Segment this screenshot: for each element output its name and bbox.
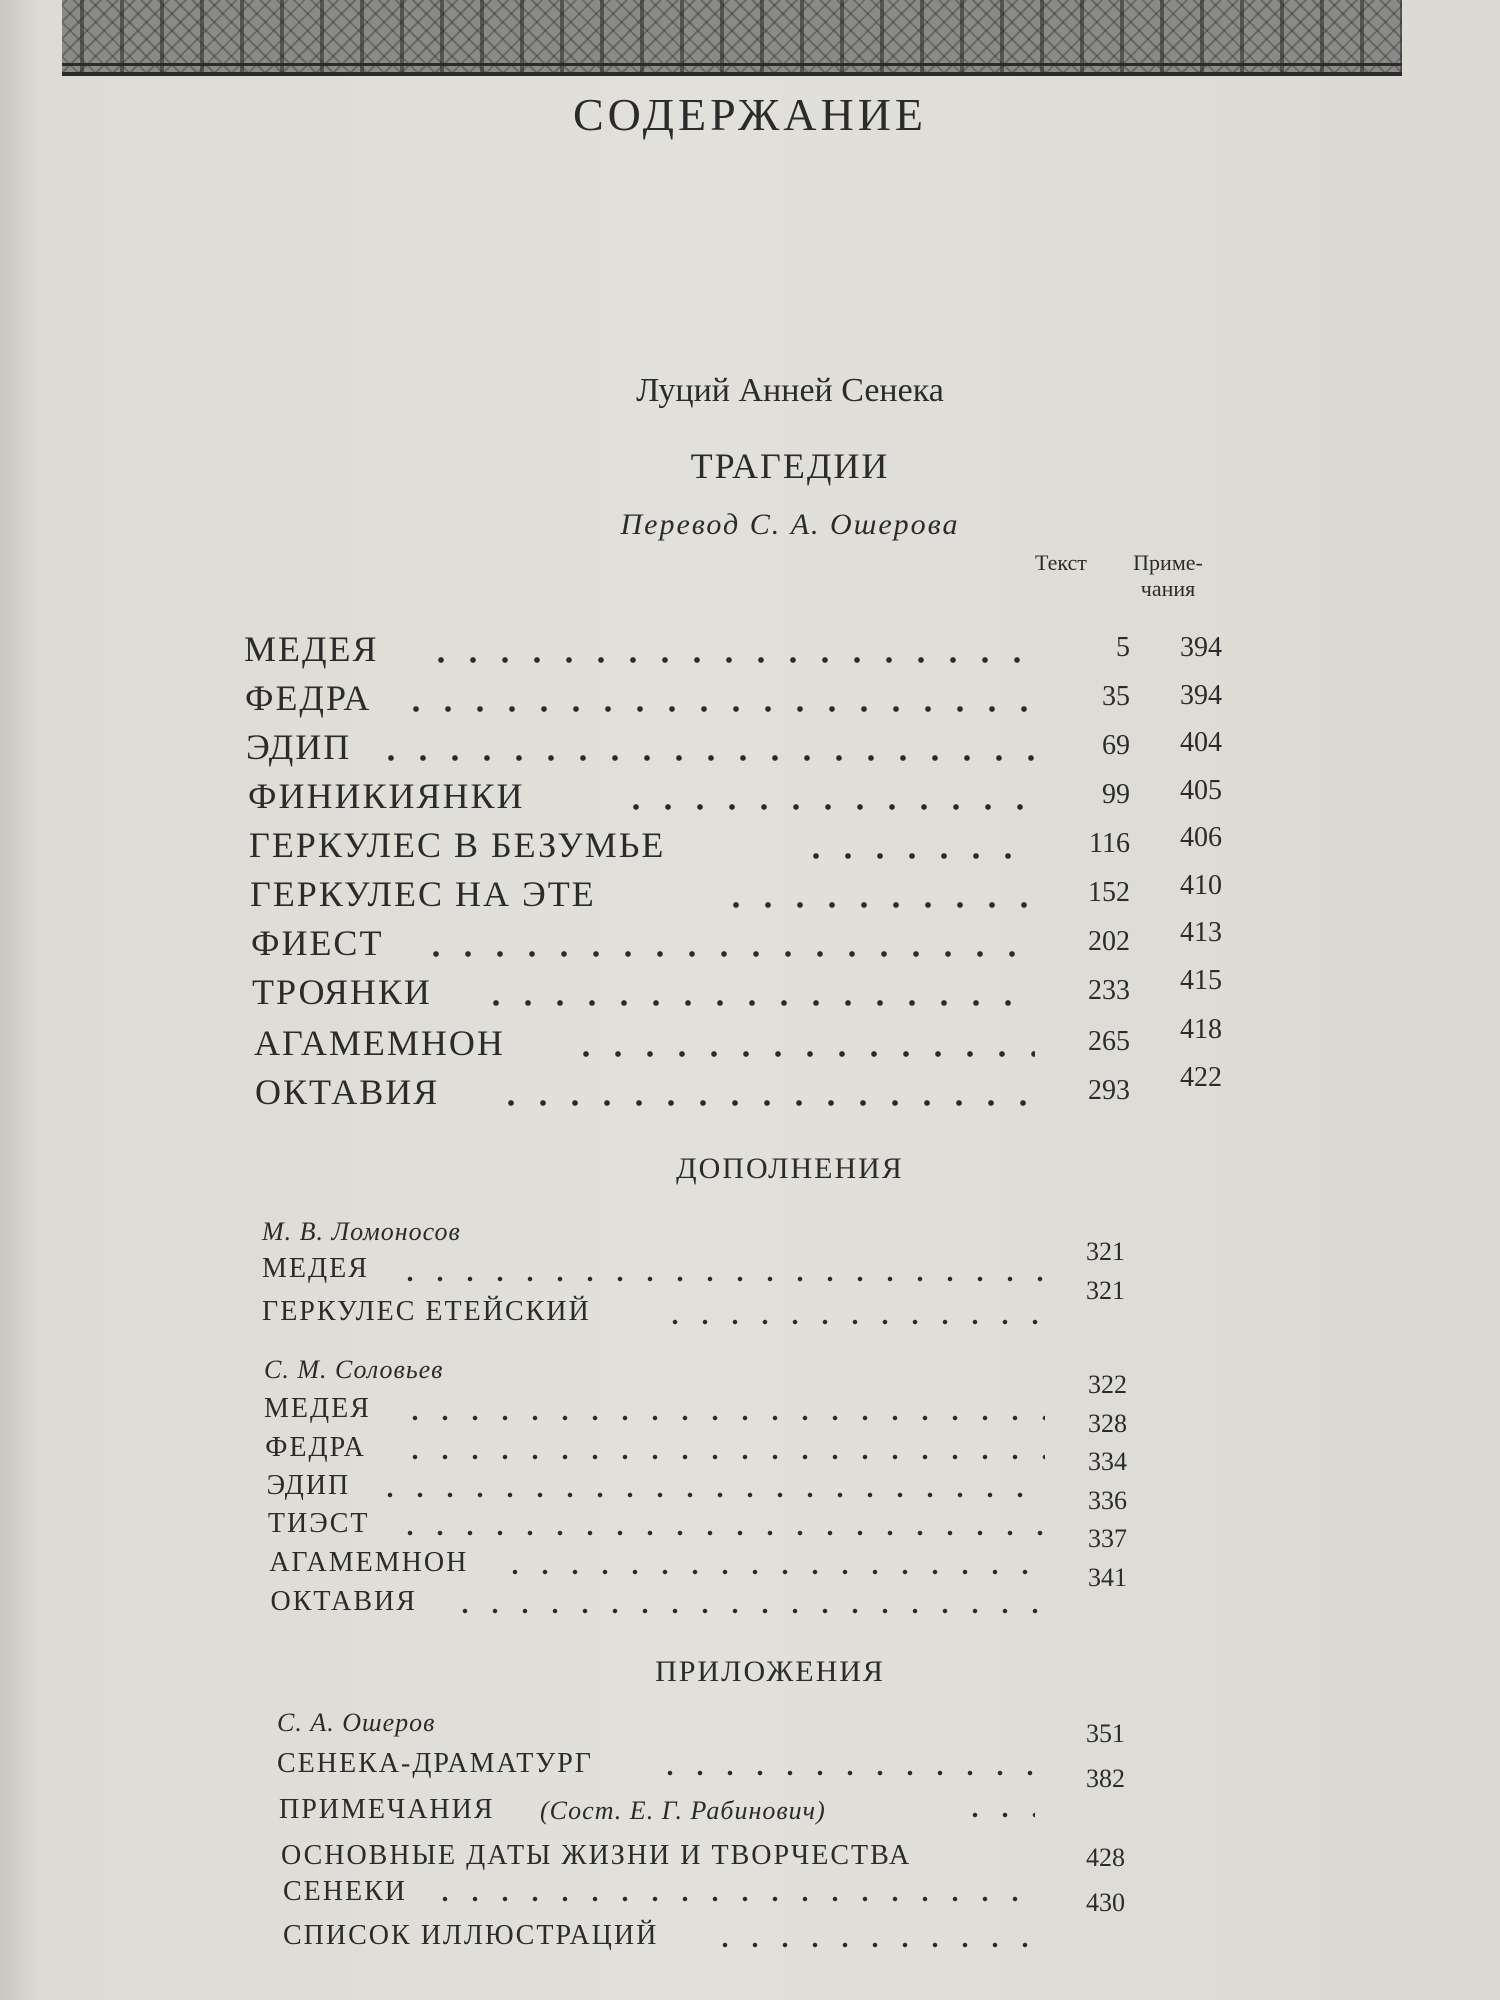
toc-entry[interactable] [0, 677, 1500, 727]
toc-entry-notes-page: 410 [1180, 869, 1222, 901]
toc-entry-page: 428 [1086, 1843, 1125, 1872]
leader-dots [395, 1276, 1045, 1282]
toc-entry-page: 152 [1088, 877, 1130, 908]
leader-dots [800, 852, 1035, 860]
toc-entry-title-cont: СЕНЕКИ [283, 1876, 407, 1907]
leader-dots [720, 901, 1035, 909]
toc-entry-page: 351 [1086, 1719, 1125, 1748]
leader-dots [570, 1050, 1035, 1058]
toc-entry-title[interactable]: ТИЭСТ [267, 1508, 370, 1539]
ornament-border [62, 0, 1402, 76]
translation-credit: Перевод С. А. Ошерова [620, 508, 960, 541]
section-author: М. В. Ломоносов [262, 1217, 461, 1246]
toc-entry-page: 328 [1088, 1409, 1127, 1438]
toc-entry-title[interactable]: ГЕРКУЛЕС ЕТЕЙСКИЙ [262, 1296, 591, 1327]
toc-entry-page: 322 [1088, 1370, 1127, 1399]
toc-entry-title: ЭДИП [246, 727, 352, 767]
toc-entry-page: 430 [1086, 1888, 1125, 1917]
toc-entry-title: ГЕРКУЛЕС НА ЭТЕ [250, 874, 596, 914]
leader-dots [480, 999, 1035, 1007]
toc-entry-title[interactable]: ОКТАВИЯ [270, 1586, 417, 1617]
toc-entry-page: 5 [1116, 632, 1130, 663]
leader-dots [400, 1454, 1045, 1460]
toc-entry-title[interactable]: ФЕДРА [265, 1432, 366, 1463]
toc-entry-title[interactable]: МЕДЕЯ [264, 1393, 371, 1424]
toc-entry-title: ГЕРКУЛЕС В БЕЗУМЬЕ [249, 825, 666, 865]
toc-entry-notes-page: 418 [1180, 1014, 1222, 1045]
toc-entry-title: ФИНИКИЯНКИ [248, 776, 525, 816]
toc-entry-note: (Сост. Е. Г. Рабинович) [540, 1796, 826, 1825]
leader-dots [430, 1896, 1035, 1902]
toc-entry-notes-page: 404 [1180, 727, 1222, 758]
toc-entry-title[interactable]: МЕДЕЯ [262, 1253, 369, 1284]
leader-dots [710, 1942, 1035, 1948]
toc-entry[interactable] [0, 628, 1500, 678]
toc-entry-title: ОКТАВИЯ [255, 1072, 440, 1112]
leader-dots [420, 950, 1035, 958]
author-name: Луций Анней Сенека [636, 372, 944, 409]
toc-entry-title[interactable]: СПИСОК ИЛЛЮСТРАЦИЙ [283, 1920, 659, 1951]
toc-entry-title[interactable]: ЭДИП [266, 1470, 351, 1501]
leader-dots [655, 1770, 1035, 1776]
toc-entry-notes-page: 415 [1180, 964, 1222, 996]
section-author: С. А. Ошеров [277, 1708, 436, 1737]
toc-entry[interactable] [0, 726, 1500, 776]
toc-entry-title[interactable]: СЕНЕКА-ДРАМАТУРГ [277, 1748, 593, 1779]
toc-entry-page: 321 [1086, 1237, 1125, 1266]
toc-entry-title: ТРОЯНКИ [252, 972, 432, 1012]
toc-entry-page: 35 [1102, 681, 1130, 712]
leader-dots [495, 1099, 1035, 1107]
leader-dots [400, 1415, 1045, 1421]
leader-dots [395, 1530, 1045, 1536]
leader-dots [620, 803, 1035, 811]
toc-entry-title: МЕДЕЯ [244, 629, 379, 669]
toc-entry[interactable] [0, 824, 1500, 874]
collection-title: ТРАГЕДИИ [690, 446, 890, 486]
page-title: СОДЕРЖАНИЕ [572, 89, 928, 140]
toc-entry-page: 293 [1088, 1075, 1130, 1106]
toc-entry-notes-page: 413 [1180, 917, 1222, 948]
toc-entry-page: 69 [1102, 730, 1130, 761]
toc-entry-page: 334 [1088, 1447, 1127, 1476]
toc-entry-notes-page: 394 [1180, 679, 1222, 711]
leader-dots [425, 656, 1035, 664]
toc-entry[interactable] [0, 917, 1500, 972]
toc-entry[interactable] [0, 1061, 1500, 1121]
toc-entry-page: 382 [1086, 1764, 1125, 1793]
section-author: С. М. Соловьев [264, 1355, 444, 1384]
toc-entry-notes-page: 394 [1180, 632, 1222, 663]
leader-dots [450, 1608, 1045, 1614]
toc-entry-page: 99 [1102, 779, 1130, 810]
leader-dots [960, 1812, 1035, 1818]
toc-entry-notes-page: 405 [1180, 774, 1222, 806]
leader-dots [500, 1569, 1045, 1575]
toc-entry-page: 202 [1088, 926, 1130, 957]
toc-entry-page: 341 [1088, 1563, 1127, 1592]
toc-entry-page: 336 [1088, 1486, 1127, 1515]
toc-entry[interactable] [0, 964, 1500, 1021]
toc-entry-page: 233 [1088, 975, 1130, 1006]
toc-entry-title[interactable]: АГАМЕМНОН [269, 1547, 469, 1578]
toc-entry-title[interactable]: ОСНОВНЫЕ ДАТЫ ЖИЗНИ И ТВОРЧЕСТВА [281, 1840, 912, 1871]
column-header-notes: Приме- чания [1133, 550, 1203, 601]
toc-entry-page: 321 [1086, 1276, 1125, 1305]
leader-dots [660, 1319, 1045, 1325]
toc-entry-notes-page: 422 [1180, 1061, 1222, 1093]
toc-entry[interactable] [0, 775, 1500, 825]
toc-entry[interactable] [0, 1014, 1500, 1072]
column-header-text: Текст [1035, 550, 1087, 575]
leader-dots [400, 705, 1035, 713]
toc-entry-title: АГАМЕМНОН [254, 1023, 505, 1063]
leader-dots [375, 1492, 1045, 1498]
toc-entry-title[interactable]: ПРИМЕЧАНИЯ [279, 1794, 495, 1825]
toc-entry-page: 116 [1089, 828, 1130, 859]
toc-entry-notes-page: 406 [1180, 822, 1222, 853]
section-additions: ДОПОЛНЕНИЯ [676, 1152, 904, 1185]
leader-dots [375, 754, 1035, 762]
toc-entry[interactable] [0, 869, 1500, 923]
toc-entry-title: ФИЕСТ [251, 923, 384, 963]
toc-entry-page: 265 [1088, 1026, 1130, 1057]
toc-entry-page: 337 [1088, 1524, 1127, 1553]
section-appendices: ПРИЛОЖЕНИЯ [655, 1655, 885, 1688]
toc-entry-title: ФЕДРА [245, 678, 372, 718]
